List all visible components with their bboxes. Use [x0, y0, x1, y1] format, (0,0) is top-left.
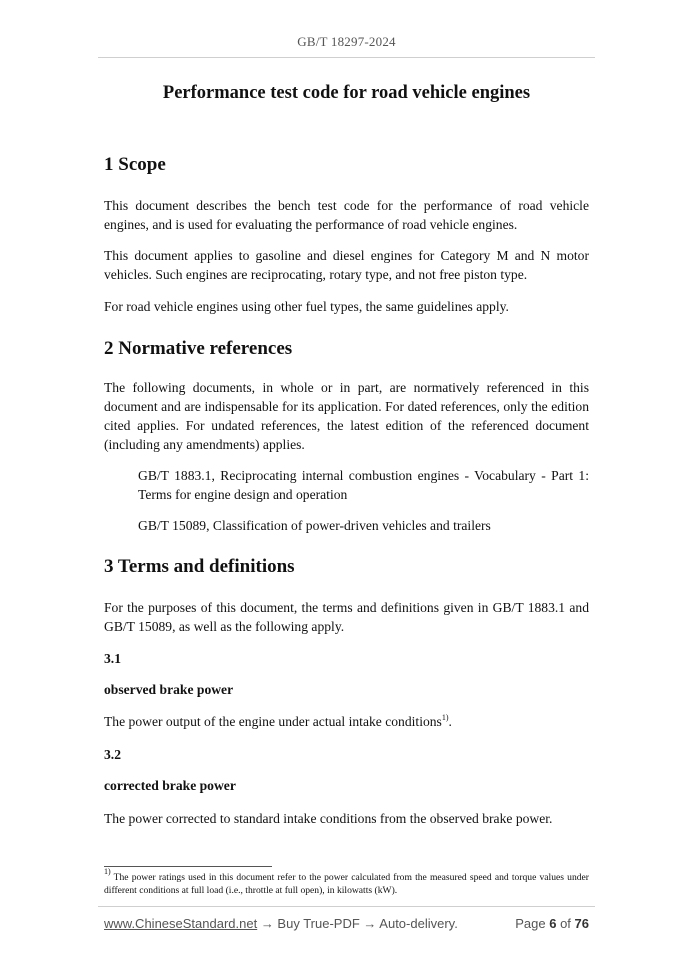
footer-divider: [98, 906, 595, 907]
scope-paragraph-3: For road vehicle engines using other fuel types, the same guidelines apply.: [104, 299, 509, 314]
header-divider: [98, 57, 595, 58]
footnote-text: The power ratings used in this document refer to the power calculated from the measured speed and torque values under different conditions at full load (i.e., throttle at full open), in kilowatts (kW).: [104, 872, 589, 896]
section-heading-terms: 3 Terms and definitions: [104, 556, 295, 577]
footnote-marker: 1): [104, 867, 111, 876]
definition-observed-brake-power: [104, 712, 589, 731]
scope-paragraph-2: This document applies to gasoline and diesel engines for Category M and N motor vehicles. Such engines are reciprocating, rotary type, and not free piston type.: [104, 248, 589, 282]
website-link[interactable]: www.ChineseStandard.net: [104, 916, 258, 931]
term-observed-brake-power: observed brake power: [104, 682, 234, 697]
page-total: 76: [574, 916, 589, 931]
clause-number-3-2: 3.2: [104, 747, 121, 762]
footnote: [104, 867, 589, 897]
normative-reference-1: GB/T 1883.1, Reciprocating internal combustion engines - Vocabulary - Part 1: Terms for engine design and operation: [138, 468, 589, 502]
terms-intro-paragraph: For the purposes of this document, the terms and definitions given in GB/T 1883.1 and GB/T 15089, as well as the following apply.: [104, 600, 589, 634]
footer-promo: → Buy True-PDF → Auto-delivery.: [257, 916, 458, 931]
clause-number-3-1: 3.1: [104, 651, 121, 666]
definition-corrected-brake-power: The power corrected to standard intake conditions from the observed brake power.: [104, 811, 553, 826]
page-number: 6: [549, 916, 557, 931]
term-corrected-brake-power: corrected brake power: [104, 778, 236, 793]
page-indicator: [515, 916, 589, 931]
definition-end: .: [448, 714, 452, 729]
footer-left: [104, 916, 458, 931]
document-title: Performance test code for road vehicle engines: [162, 83, 531, 103]
section-heading-scope: 1 Scope: [104, 154, 166, 175]
scope-paragraph-1: This document describes the bench test code for the performance of road vehicle engines, and is used for evaluating the performance of road vehicle engines.: [104, 198, 589, 232]
normative-reference-2: GB/T 15089, Classification of power-driven vehicles and trailers: [138, 518, 491, 533]
normative-paragraph: The following documents, in whole or in part, are normatively referenced in this document and are indispensable for its application. For dated references, only the edition cited applies. For undated references, the latest edition of the referenced document (including any amendments) applies.: [104, 380, 589, 452]
running-header: GB/T 18297-2024: [297, 34, 396, 49]
section-heading-normative-references: 2 Normative references: [104, 338, 293, 359]
definition-text: The power output of the engine under actual intake conditions: [104, 714, 442, 729]
footnote-reference: 1): [441, 713, 449, 722]
page-label: Page: [515, 916, 550, 931]
footnote-divider: [104, 866, 272, 867]
page-of-label: of: [556, 916, 575, 931]
